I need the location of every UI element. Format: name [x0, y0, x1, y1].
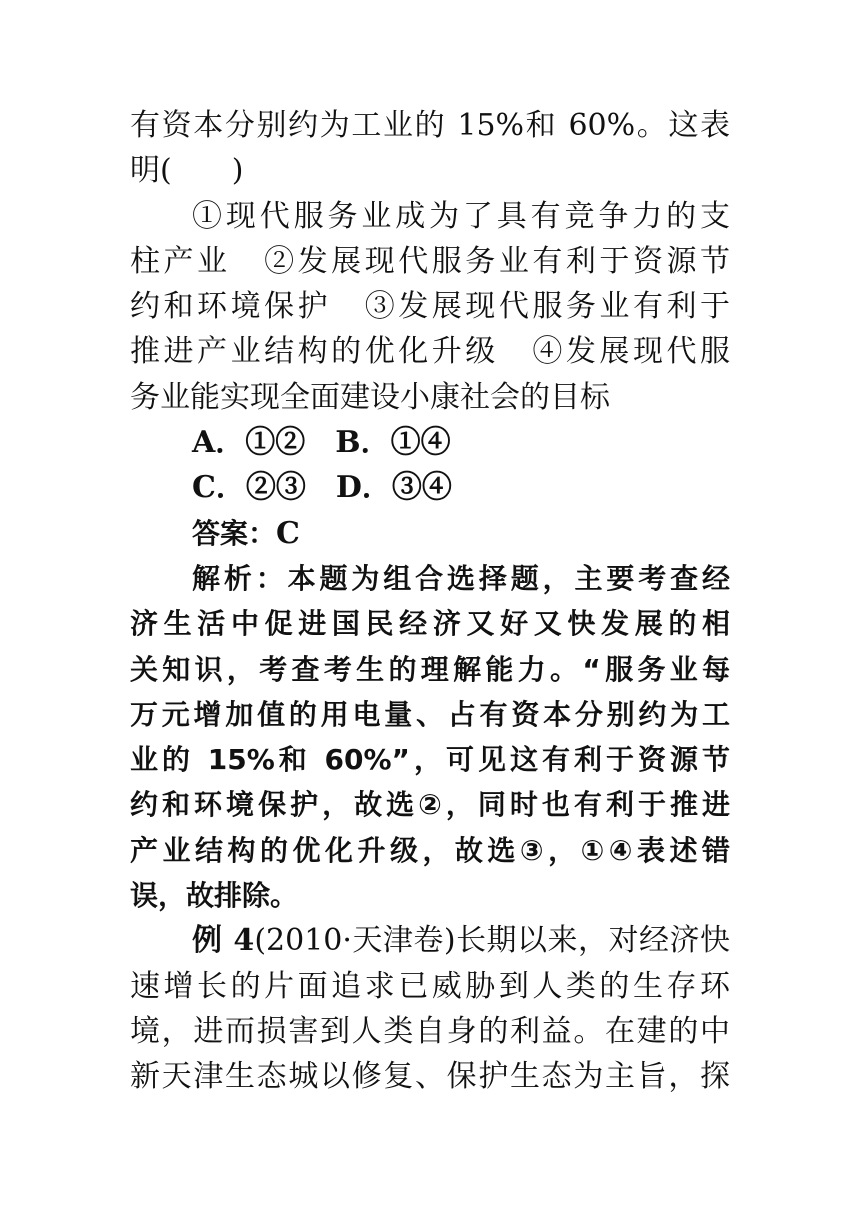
- analysis-line-8: 误，故排除。: [130, 879, 299, 913]
- question-stem-line-1: 有资本分别约为工业的 15%和 60%。这表: [130, 108, 730, 143]
- analysis-line-6: 约和环境保护，故选②，同时也有利于推进: [130, 788, 730, 822]
- example-line-4: 新天津生态城以修复、保护生态为主旨，探: [130, 1059, 730, 1095]
- analysis-text-1: 本题为组合选择题，主要考查经: [287, 561, 730, 595]
- statement-line-3: 约和环境保护 ③发展现代服务业有利于: [130, 289, 730, 325]
- example-line-2: 速增长的片面追求已威胁到人类的生存环: [130, 968, 730, 1004]
- options-row-2: C．②③ D．③④: [192, 470, 452, 506]
- example-line-1: [130, 918, 730, 963]
- analysis-line-2: 济生活中促进国民经济又好又快发展的相: [130, 607, 730, 641]
- options-row-1: A．①② B．①④: [192, 425, 451, 461]
- analysis-line-1: [130, 556, 730, 601]
- document-page: [130, 103, 730, 1100]
- example-text-1: 长期以来，对经济快: [455, 923, 730, 959]
- analysis-line-4: 万元增加值的用电量、占有资本分别约为工: [130, 697, 730, 731]
- answer-label: 答案：: [192, 516, 277, 550]
- analysis-line-5: 业的 15%和 60%”，可见这有利于资源节: [130, 743, 730, 777]
- statement-line-4: 推进产业结构的优化升级 ④发展现代服: [130, 334, 730, 370]
- example-label: 例 4: [192, 923, 255, 959]
- statement-line-1: ①现代服务业成为了具有竞争力的支: [192, 198, 730, 234]
- question-stem-line-2: 明( ): [130, 153, 244, 189]
- analysis-line-3: 关知识，考查考生的理解能力。“服务业每: [130, 652, 730, 686]
- example-line-3: 境，进而损害到人类自身的利益。在建的中: [130, 1013, 730, 1049]
- answer-line: [130, 511, 730, 556]
- statement-line-2: 柱产业 ②发展现代服务业有利于资源节: [130, 243, 730, 279]
- analysis-line-7: 产业结构的优化升级，故选③，①④表述错: [130, 833, 730, 867]
- statement-line-5: 务业能实现全面建设小康社会的目标: [130, 379, 610, 415]
- answer-value: C: [276, 515, 300, 551]
- example-source: (2010·天津卷): [254, 923, 456, 959]
- analysis-label: 解析：: [192, 561, 288, 595]
